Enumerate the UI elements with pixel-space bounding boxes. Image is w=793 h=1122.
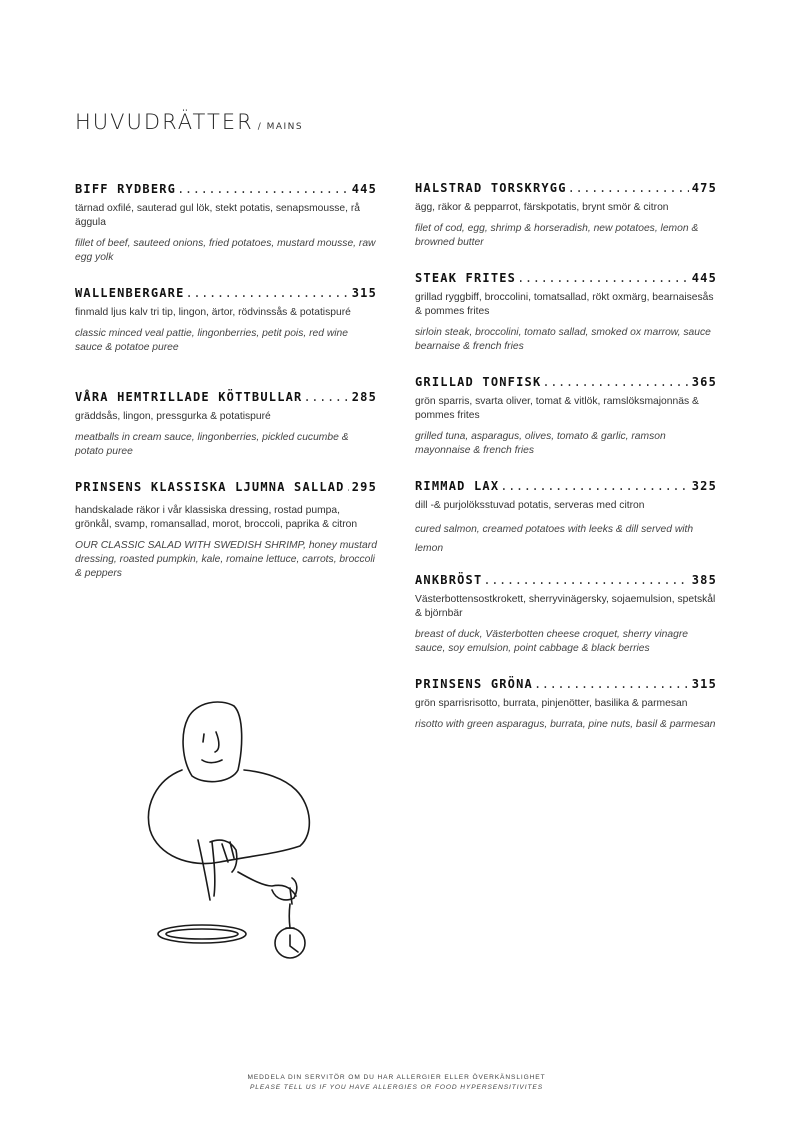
dot-leader [517,271,689,285]
dish-price: 295 [351,480,377,494]
dish-description-en: fillet of beef, sauteed onions, fried potatoes, mustard mousse, raw egg yolk [75,238,376,263]
allergy-notice [0,1073,793,1093]
menu-item-wallenbergare [75,286,377,355]
dish-name: ANKBRÖST [415,573,483,587]
menu-item-ankbrost [415,573,717,656]
allergy-notice-en: PLEASE TELL US IF YOU HAVE ALLERGIES OR FOOD HYPERSENSITIVITES [249,1084,543,1091]
dish-description-en: risotto with green asparagus, burrata, pine nuts, basil & parmesan [415,719,716,730]
dish-price: 325 [691,479,717,493]
dish-description-sv: tärnad oxfilé, sauterad gul lök, stekt potatis, senapsmousse, rå äggula [75,203,361,228]
dish-description-en: breast of duck, Västerbotten cheese croquet, sherry vinagre sauce, soy emulsion, point cabbage & black berries [415,629,689,654]
menu-item-rimmad-lax [415,479,717,558]
menu-item-kottbullar [75,390,377,459]
dish-price: 315 [691,677,717,691]
allergy-notice-sv: MEDDELA DIN SERVITÖR OM DU HAR ALLERGIER ELLER ÖVERKÄNSLIGHET [247,1074,546,1081]
dish-name: VÅRA HEMTRILLADE KÖTTBULLAR [75,390,303,404]
dish-price: 365 [691,375,717,389]
dot-leader [483,573,688,587]
menu-item-prinsens-grona [415,677,717,732]
dish-price: 315 [351,286,377,300]
dish-name: BIFF RYDBERG [75,182,177,196]
dish-description-sv: grön sparris, svarta oliver, tomat & vitlök, ramslöksmajonnäs & pommes frites [415,396,699,421]
dish-description-en: filet of cod, egg, shrimp & horseradish, new potatoes, lemon & browned butter [415,223,699,248]
dish-price: 385 [691,573,717,587]
dish-price: 285 [351,390,377,404]
dot-leader [346,480,349,494]
dish-description-sv: ägg, räkor & pepparrot, färskpotatis, brynt smör & citron [415,202,669,213]
dish-name: RIMMAD LAX [415,479,500,493]
menu-item-steak-frites [415,271,717,354]
dot-leader [534,677,689,691]
dish-description-sv: handskalade räkor i vår klassiska dressing, rostad pumpa, grönkål, svamp, romansallad, morot, broccoli, paprika & citron [75,505,358,530]
diner-illustration [140,690,340,970]
dish-description-sv: dill -& purjolöksstuvad potatis, serveras med citron [415,500,645,511]
section-title: HUVUDRÄTTER [75,110,254,134]
menu-item-biff-rydberg [75,182,377,265]
page-title [75,110,303,134]
dish-description-en: cured salmon, creamed potatoes with leeks & dill served with lemon [415,524,694,554]
dish-name: PRINSENS KLASSISKA LJUMNA SALLAD [75,480,345,494]
dish-description-en: classic minced veal pattie, lingonberries, petit pois, red wine sauce & potatoe puree [75,328,349,353]
dot-leader [186,286,349,300]
dish-description-en: grilled tuna, asparagus, olives, tomato & garlic, ramson mayonnaise & french fries [415,431,666,456]
menu-item-halstrad-torskrygg [415,181,717,250]
dot-leader [303,390,348,404]
menu-item-klassiska-sallad [75,480,377,581]
section-subtitle: / MAINS [257,122,304,132]
dish-description-sv: grillad ryggbiff, broccolini, tomatsallad, rökt oxmärg, bearnaisesås & pommes frites [415,292,714,317]
dish-price: 475 [691,181,717,195]
dish-description-sv: gräddsås, lingon, pressgurka & potatispuré [75,411,271,422]
dot-leader [542,375,688,389]
dish-name: WALLENBERGARE [75,286,185,300]
dish-description-sv: Västerbottensostkrokett, sherryvinägersky, sojaemulsion, spetskål & björnbär [415,594,716,619]
dish-description-sv: finmald ljus kalv tri tip, lingon, ärtor, rödvinssås & potatispuré [75,307,351,318]
dish-price: 445 [351,182,377,196]
menu-item-grillad-tonfisk [415,375,717,458]
dot-leader [177,182,349,196]
dish-name: STEAK FRITES [415,271,517,285]
dish-name: GRILLAD TONFISK [415,375,542,389]
dish-price: 445 [691,271,717,285]
dish-name: PRINSENS GRÖNA [415,677,533,691]
dish-description-en: sirloin steak, broccolini, tomato sallad, smoked ox marrow, sauce bearnaise & french fries [415,327,711,352]
dish-description-sv: grön sparrisrisotto, burrata, pinjenötter, basilika & parmesan [415,698,688,709]
dot-leader [500,479,688,493]
dish-name: HALSTRAD TORSKRYGG [415,181,567,195]
dish-description-en: OUR CLASSIC SALAD WITH SWEDISH SHRIMP, honey mustard dressing, roasted pumpkin, kale, romaine lettuce, carrots, broccoli & peppers [75,540,377,579]
dot-leader [568,181,689,195]
dish-description-en: meatballs in cream sauce, lingonberries, pickled cucumbe & potato puree [75,432,349,457]
